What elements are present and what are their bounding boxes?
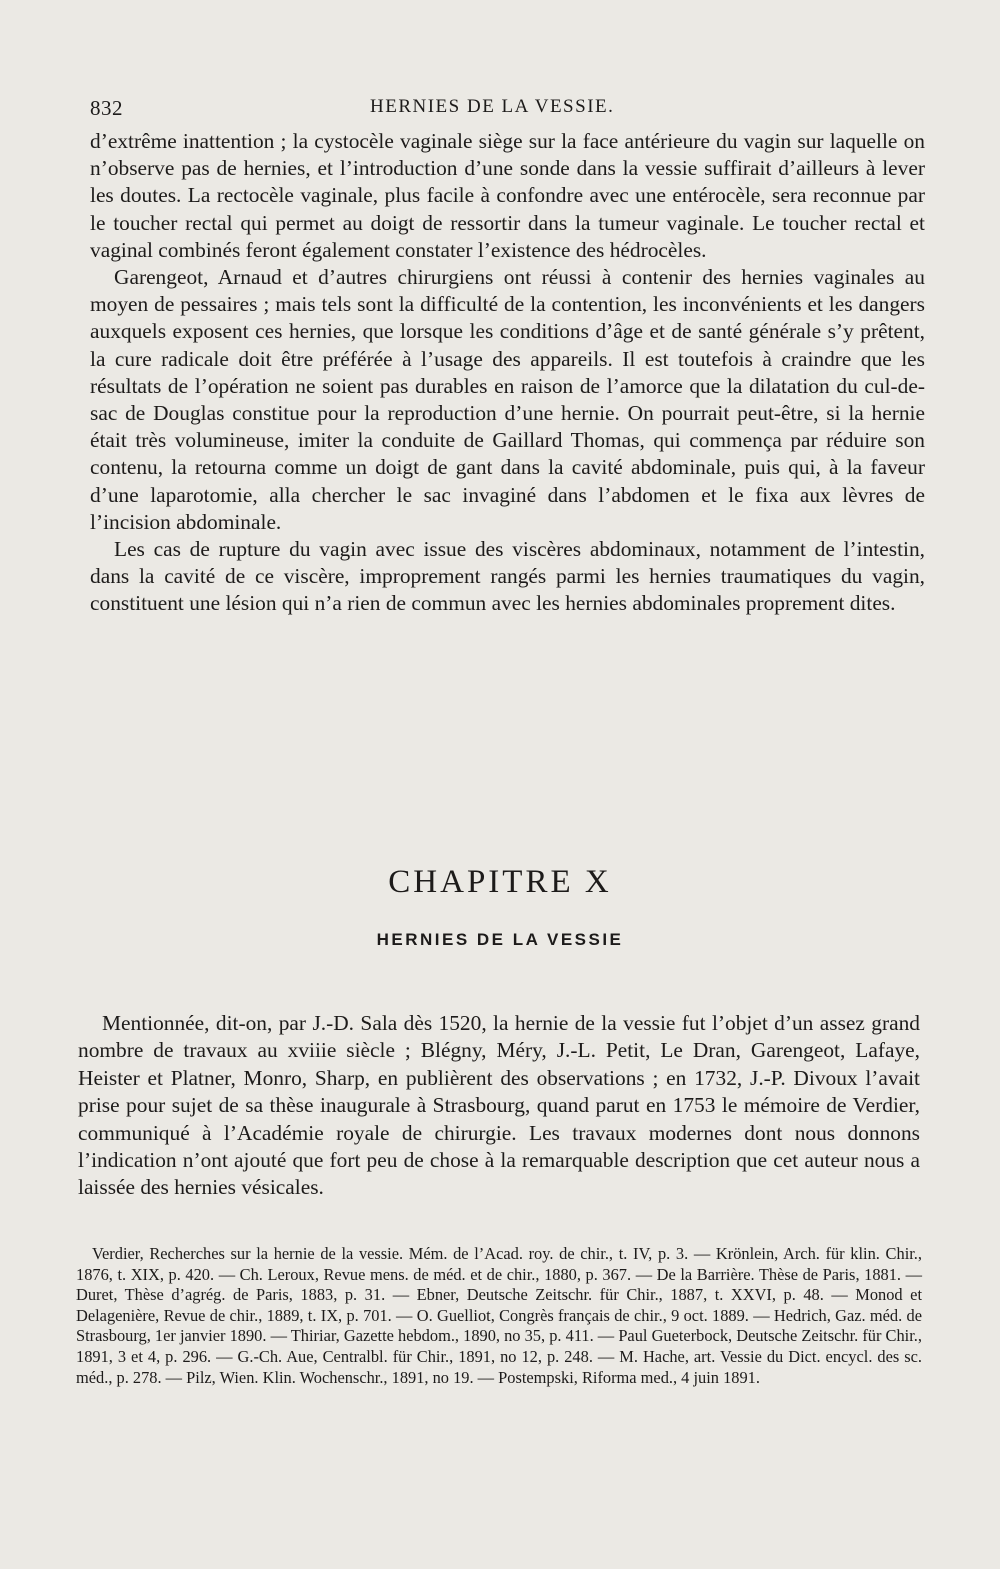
paragraph-continuation: d’extrême inattention ; la cystocèle vaginale siège sur la face antérieure du vagin sur laquelle on n’observe pas de hernies, et l’introduction d’une sonde dans la vessie suffirait d’ailleurs à lever les doutes. La rectocèle vaginale, plus facile à confondre avec une entérocèle, sera reconnue par le toucher rectal qui permet au doigt de ressortir dans la tumeur vaginale. Le toucher rectal et vaginal combinés feront également constater l’existence des hédrocèles. <box>90 129 925 262</box>
page-number: 832 <box>90 96 123 120</box>
chapter-subtitle: HERNIES DE LA VESSIE <box>376 930 624 949</box>
paragraph-rupture: Les cas de rupture du vagin avec issue des viscères abdominaux, notamment de l’intestin, dans la cavité de ce viscère, improprement rangés parmi les hernies traumatiques du vagin, constituent une lésion qui n’a rien de commun avec les hernies abdominales proprement dites. <box>90 537 925 616</box>
paragraph-treatment: Garengeot, Arnaud et d’autres chirurgiens ont réussi à contenir des hernies vaginales au moyen de pessaires ; mais tels sont la difficulté de la contention, les inconvénients et les dangers auxquels exposent ces hernies, que lorsque les conditions d’âge et de santé générale s’y prêtent, la cure radicale doit être préférée à l’usage des appareils. Il est toutefois à craindre que les résultats de l’opération ne soient pas durables en raison de l’amorce que la dilatation du cul-de-sac de Douglas constitue pour la reproduction d’une hernie. On pourrait peut-être, si la hernie était très volumineuse, imiter la conduite de Gaillard Thomas, qui commença par réduire son contenu, la retourna comme un doigt de gant dans la cavité abdominale, puis qui, à la faveur d’une laparotomie, alla chercher le sac invaginé dans l’abdomen et le fixa aux lèvres de l’incision abdominale. <box>90 265 925 534</box>
running-title: HERNIES DE LA VESSIE. <box>370 96 615 117</box>
body-text <box>90 128 925 618</box>
chapter-title: CHAPITRE X <box>388 864 612 900</box>
paragraph-chapter-intro: Mentionnée, dit-on, par J.-D. Sala dès 1520, la hernie de la vessie fut l’objet d’un assez grand nombre de travaux au xviiie siècle ; Blégny, Méry, J.-L. Petit, Le Dran, Garengeot, Lafaye, Heister et Platner, Monro, Sharp, en publièrent des observations ; en 1732, J.-P. Divoux l’avait prise pour sujet de sa thèse inaugurale à Strasbourg, quand parut en 1753 le mémoire de Verdier, communiqué à l’Académie royale de chirurgie. Les travaux modernes dont nous donnons l’indication n’ont ajouté que fort peu de chose à la remarquable description que cet auteur nous a laissée des hernies vésicales. <box>78 1011 920 1200</box>
chapter-intro-text <box>78 1010 920 1202</box>
bibliography-footnote <box>76 1244 922 1388</box>
footnote-text: Verdier, Recherches sur la hernie de la vessie. Mém. de l’Acad. roy. de chir., t. IV, p. 3. — Krönlein, Arch. für klin. Chir., 1876, t. XIX, p. 420. — Ch. Leroux, Revue mens. de méd. et de chir., 1880, p. 367. — De la Barrière. Thèse de Paris, 1881. — Duret, Thèse d’agrég. de Paris, 1883, p. 31. — Ebner, Deutsche Zeitschr. für Chir., 1887, t. XXVI, p. 48. — Monod et Delagenière, Revue de chir., 1889, t. IX, p. 701. — O. Guelliot, Congrès français de chir., 9 oct. 1889. — Hedrich, Gaz. méd. de Strasbourg, 1er janvier 1890. — Thiriar, Gazette hebdom., 1890, no 35, p. 411. — Paul Gueterbock, Deutsche Zeitschr. für Chir., 1891, 3 et 4, p. 296. — G.-Ch. Aue, Centralbl. für Chir., 1891, no 12, p. 248. — M. Hache, art. Vessie du Dict. encycl. des sc. méd., p. 278. — Pilz, Wien. Klin. Wochenschr., 1891, no 19. — Postempski, Riforma med., 4 juin 1891. <box>76 1244 922 1387</box>
page-header <box>90 96 925 124</box>
